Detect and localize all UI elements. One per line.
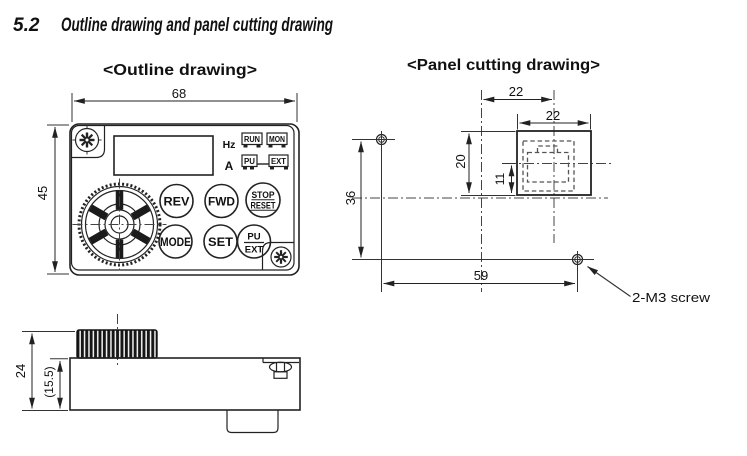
- led-mon-label: MON: [269, 135, 286, 144]
- mode-button: [159, 225, 192, 258]
- reset-label: RESET: [250, 200, 276, 211]
- dial-knob-side: [77, 330, 157, 358]
- led-pu-label: PU: [244, 157, 256, 166]
- led-pin: [269, 145, 273, 148]
- mounting-hole-top: [368, 131, 395, 292]
- fwd-button-label: FWD: [208, 194, 236, 209]
- led-pin: [284, 167, 288, 170]
- dim-label-height: 45: [35, 185, 50, 201]
- mounting-hole-bottom: [565, 251, 594, 292]
- stop-reset-button: [246, 183, 280, 217]
- dim-height-45: [35, 125, 69, 274]
- rev-button: [160, 185, 193, 218]
- panel-cutting-view: [343, 84, 711, 305]
- dim-label-15-5: (15.5): [42, 366, 56, 398]
- dim-label-22a: 22: [508, 84, 524, 99]
- led-run: [242, 133, 262, 148]
- led-pin: [244, 145, 248, 148]
- dim-body-height-15-5: [42, 359, 68, 409]
- pu-ext-button: [238, 225, 271, 258]
- ext-label: EXT: [244, 244, 264, 256]
- dim-label-22b: 22: [545, 108, 561, 123]
- set-button: [204, 225, 237, 258]
- rev-button-label: REV: [163, 194, 190, 209]
- set-button-label: SET: [208, 235, 234, 249]
- mode-button-label: MODE: [160, 235, 191, 249]
- led-mon: [267, 133, 287, 148]
- unit-hz-label: Hz: [222, 139, 236, 151]
- screw-icon: [271, 247, 291, 267]
- connector-side: [227, 411, 278, 433]
- dim-horizontal-59: [384, 268, 576, 284]
- screw-note-label: 2-M3 screw: [632, 290, 711, 305]
- led-pin: [250, 167, 254, 170]
- screw-callout: [588, 267, 711, 306]
- outline-drawing-heading: <Outline drawing>: [103, 62, 257, 79]
- screw-side-view: [270, 362, 292, 378]
- leader-line: [588, 267, 631, 297]
- setting-dial: [73, 179, 167, 271]
- dim-label-width: 68: [171, 86, 187, 101]
- panel-body-side: [70, 358, 300, 410]
- led-pin: [282, 145, 286, 148]
- led-ext: [269, 155, 288, 170]
- screw-icon: [73, 126, 102, 155]
- connector-outline-hidden: [528, 153, 569, 183]
- dim-label-24: 24: [13, 363, 28, 379]
- pu-label: PU: [247, 231, 261, 243]
- panel-cutting-heading: <Panel cutting drawing>: [407, 57, 600, 74]
- display-window: [114, 136, 213, 175]
- unit-outline-hidden: [523, 141, 574, 191]
- front-view: [35, 86, 299, 275]
- fwd-button: [205, 185, 238, 218]
- led-ext-label: EXT: [271, 157, 287, 166]
- dim-label-59: 59: [473, 268, 489, 283]
- dim-width-68: [72, 86, 297, 122]
- dim-offset-22: [484, 84, 553, 100]
- side-view: [13, 314, 300, 433]
- led-pin: [257, 145, 261, 148]
- dim-label-36: 36: [343, 190, 358, 206]
- dim-label-20: 20: [453, 154, 468, 169]
- led-pin: [270, 167, 274, 170]
- stop-label: STOP: [251, 190, 276, 201]
- dim-label-11: 11: [493, 172, 507, 186]
- section-title: Outline drawing and panel cutting drawing: [61, 15, 334, 36]
- led-pin: [243, 167, 247, 170]
- dim-inner-11: [493, 164, 516, 194]
- led-pu: [242, 155, 257, 170]
- led-run-label: RUN: [244, 135, 261, 144]
- section-number: 5.2: [13, 15, 40, 36]
- unit-a-label: A: [224, 159, 234, 173]
